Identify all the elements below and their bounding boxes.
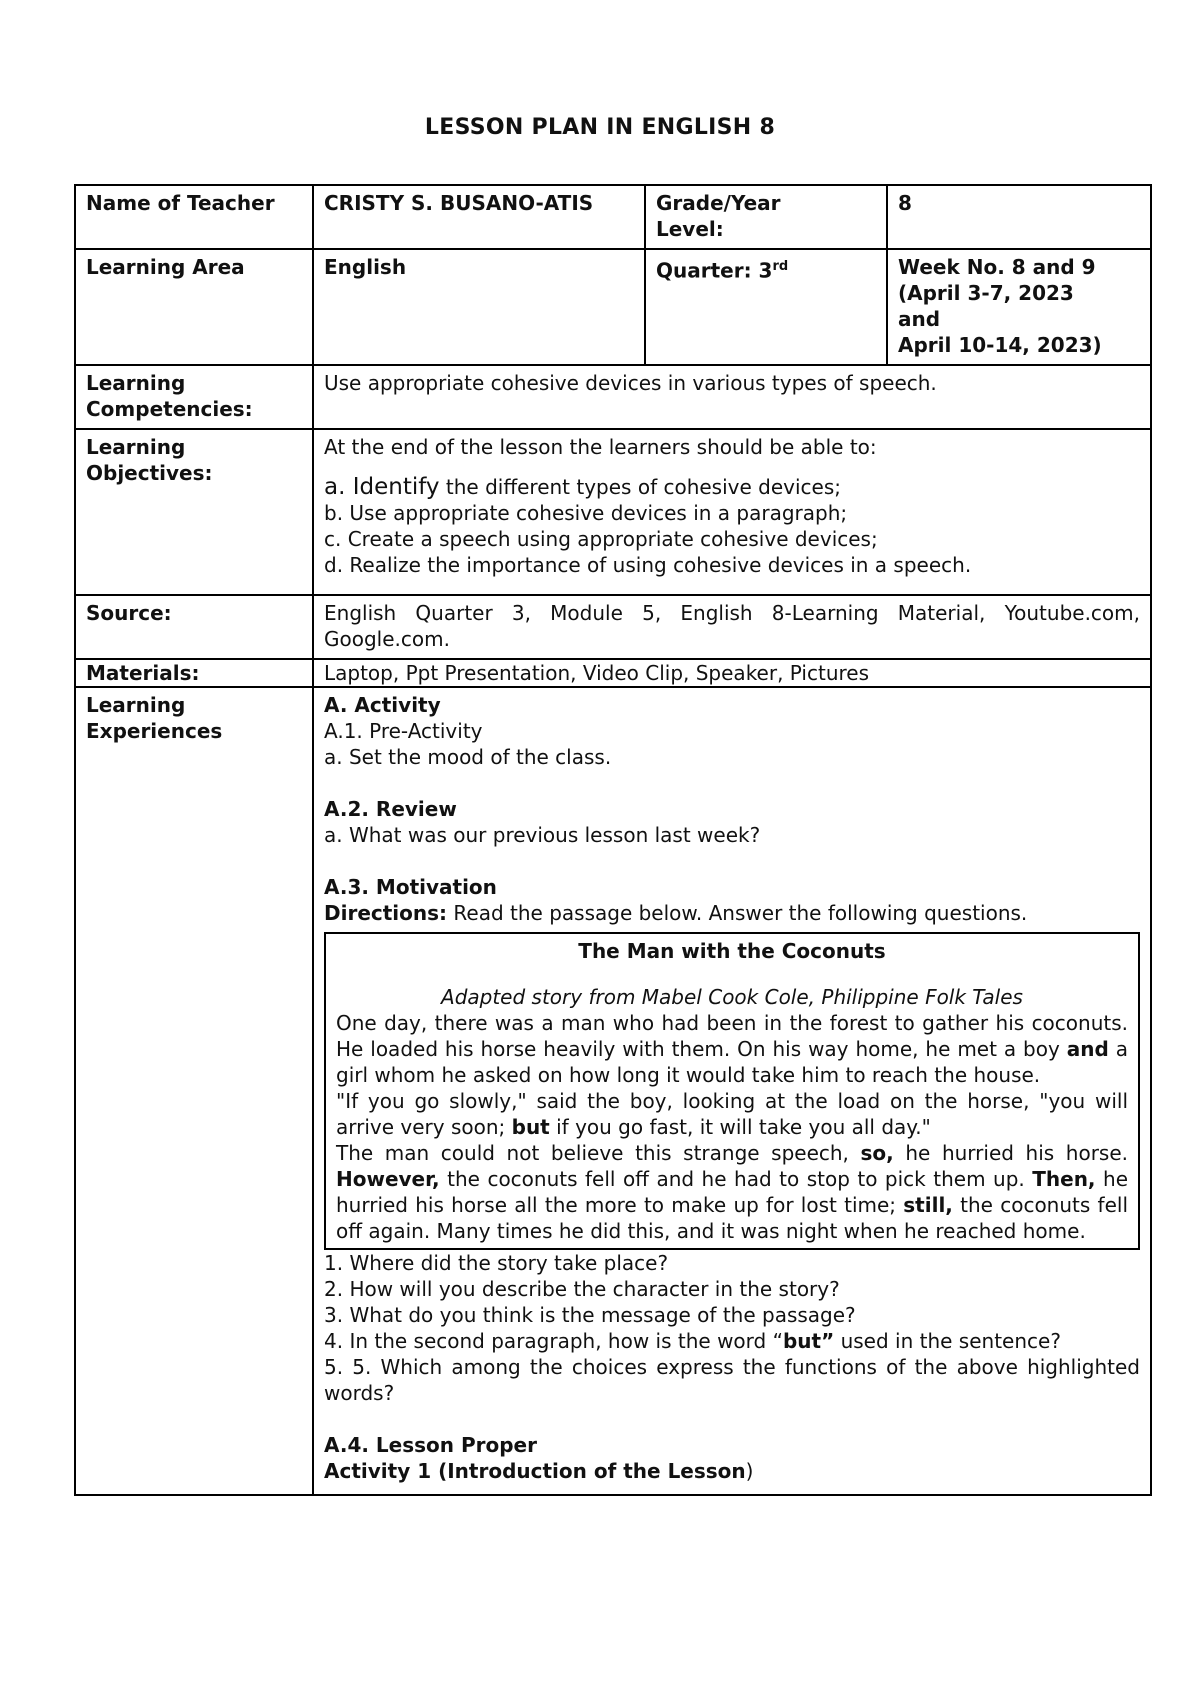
experiences-label-line2: Experiences [86,719,223,743]
objective-d: d. Realize the importance of using cohesive devices in a speech. [324,553,972,577]
objectives-intro: At the end of the lesson the learners should be able to: [324,435,877,459]
activity-heading: A. Activity [324,693,441,717]
story-p1-b: a girl whom he asked on how long it would take him to reach the house. [336,1037,1128,1087]
objective-a-prefix: a. Identify [324,474,440,500]
week-line4: April 10-14, 2023) [898,333,1102,357]
objectives-value [313,429,1151,595]
objectives-label-line2: Objectives: [86,461,213,485]
story-p3-then: Then, [1032,1167,1096,1191]
question-4-c: used in the sentence? [834,1329,1061,1353]
question-3: 3. What do you think is the message of the passage? [324,1303,856,1327]
source-label: Source: [75,595,313,659]
grade-label-line2: Level: [656,217,724,241]
lesson-plan-table [74,184,1152,1496]
question-1: 1. Where did the story take place? [324,1251,669,1275]
activity-1-label: Activity 1 (Introduction of the Lesson [324,1459,746,1483]
pre-activity: A.1. Pre-Activity [324,719,483,743]
story-title: The Man with the Coconuts [578,939,886,963]
story-p2-b: if you go fast, it will take you all day." [549,1115,931,1139]
teacher-row [75,185,1151,249]
story-p2-a: "If you go slowly," said the boy, looking at the load on the horse, "you will arrive very soon; [336,1089,1128,1139]
source-row [75,595,1151,659]
objectives-label [75,429,313,595]
week-cell [887,249,1151,365]
question-2: 2. How will you describe the character in the story? [324,1277,840,1301]
review-question: a. What was our previous lesson last week? [324,823,761,847]
week-line3: and [898,307,941,331]
story-p3-b: he hurried his horse. [893,1141,1128,1165]
story-p1-and: and [1066,1037,1109,1061]
materials-label: Materials: [75,659,313,687]
experiences-label-line1: Learning [86,693,186,717]
competencies-value: Use appropriate cohesive devices in various types of speech. [313,365,1151,429]
story-paragraph-1 [336,1010,1128,1088]
source-value: English Quarter 3, Module 5, English 8-Learning Material, Youtube.com, Google.com. [313,595,1151,659]
story-p3-however: However, [336,1167,440,1191]
objectives-label-line1: Learning [86,435,186,459]
objective-b: b. Use appropriate cohesive devices in a paragraph; [324,501,848,525]
set-mood: a. Set the mood of the class. [324,745,612,769]
question-4-b: but” [782,1329,835,1353]
activity-1-paren: ) [745,1459,754,1483]
objectives-row [75,429,1151,595]
experiences-row [75,687,1151,1495]
week-line1: Week No. 8 and 9 [898,255,1096,279]
directions-label: Directions: [324,901,448,925]
story-p1-a: One day, there was a man who had been in the forest to gather his coconuts. He loaded his horse heavily with them. On his way home, he met a boy [336,1011,1128,1061]
review-heading: A.2. Review [324,797,457,821]
experiences-value [313,687,1151,1495]
story-p3-still: still, [903,1193,953,1217]
materials-value: Laptop, Ppt Presentation, Video Clip, Speaker, Pictures [313,659,1151,687]
week-line2: (April 3-7, 2023 [898,281,1074,305]
page-title: LESSON PLAN IN ENGLISH 8 [424,115,776,140]
materials-row [75,659,1151,687]
quarter-label: Quarter: 3 [656,258,773,283]
objective-a-rest: the different types of cohesive devices; [439,475,842,499]
area-row [75,249,1151,365]
motivation-heading: A.3. Motivation [324,875,497,899]
grade-value: 8 [887,185,1151,249]
story-p3-e: the coconuts fell off again. Many times he did this, and it was night when he reached home. [336,1193,1128,1243]
story-box [324,932,1140,1250]
grade-label [645,185,887,249]
question-4-a: 4. In the second paragraph, how is the word “ [324,1329,783,1353]
teacher-label: Name of Teacher [75,185,313,249]
quarter-cell [645,249,887,365]
story-p3-c: the coconuts fell off and he had to stop to pick them up. [439,1167,1033,1191]
objective-c: c. Create a speech using appropriate cohesive devices; [324,527,878,551]
competencies-label [75,365,313,429]
experiences-label [75,687,313,1495]
area-value: English [313,249,645,365]
story-p3-d: he hurried his horse all the more to make up for lost time; [336,1167,1128,1217]
competencies-row [75,365,1151,429]
teacher-value: CRISTY S. BUSANO-ATIS [313,185,645,249]
story-p3-a: The man could not believe this strange speech, [336,1141,861,1165]
objective-a [324,474,1140,500]
question-4 [324,1328,1140,1354]
area-label: Learning Area [75,249,313,365]
story-subtitle: Adapted story from Mabel Cook Cole, Philippine Folk Tales [441,985,1023,1009]
directions [324,900,1140,926]
competencies-label-line2: Competencies: [86,397,253,421]
directions-text: Read the passage below. Answer the following questions. [447,901,1028,925]
competencies-label-line1: Learning [86,371,186,395]
quarter-sup: rd [772,259,789,274]
activity-1-heading [324,1458,1140,1484]
story-p2-but: but [511,1115,550,1139]
question-5: 5. 5. Which among the choices express the functions of the above highlighted words? [324,1355,1140,1405]
grade-label-line1: Grade/Year [656,191,781,215]
lesson-proper-heading: A.4. Lesson Proper [324,1433,537,1457]
story-p3-so: so, [860,1141,894,1165]
story-paragraph-2 [336,1088,1128,1140]
story-paragraph-3 [336,1140,1128,1244]
